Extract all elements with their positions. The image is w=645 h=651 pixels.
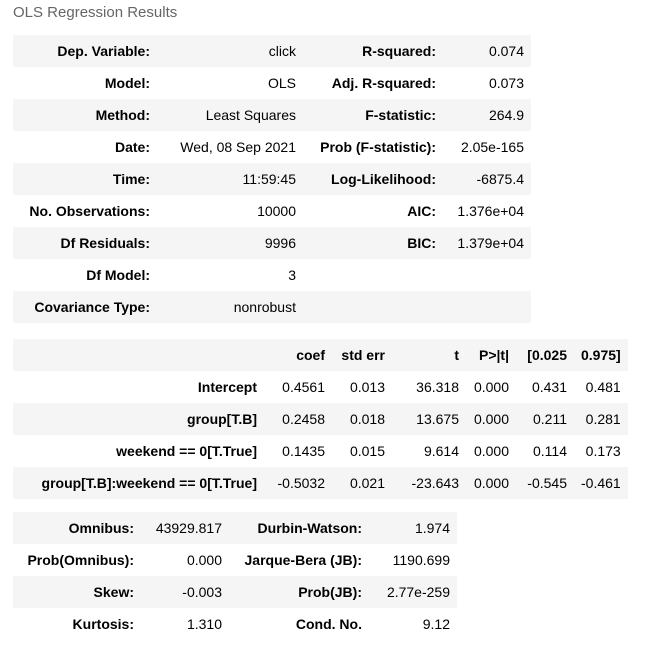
stat-label bbox=[303, 259, 443, 291]
stat-value: 3 bbox=[157, 259, 303, 291]
table-cell: 36.318 bbox=[392, 371, 466, 403]
column-header: coef bbox=[264, 339, 332, 371]
stat-label: Prob(Omnibus): bbox=[13, 544, 141, 576]
stat-label: Date: bbox=[13, 131, 157, 163]
table-row bbox=[13, 163, 531, 195]
table-row bbox=[13, 35, 531, 67]
stat-value: 1.376e+04 bbox=[443, 195, 531, 227]
stat-label: Prob (F-statistic): bbox=[303, 131, 443, 163]
table-cell: 0.000 bbox=[466, 403, 516, 435]
table-row bbox=[13, 576, 457, 608]
table-row bbox=[13, 544, 457, 576]
diagnostics-table bbox=[13, 512, 457, 640]
table-row bbox=[13, 291, 531, 323]
stat-label: No. Observations: bbox=[13, 195, 157, 227]
table-cell: 0.000 bbox=[466, 435, 516, 467]
stat-label: Prob(JB): bbox=[229, 576, 369, 608]
table-cell: 0.211 bbox=[516, 403, 574, 435]
stat-label: Kurtosis: bbox=[13, 608, 141, 640]
stat-label bbox=[303, 291, 443, 323]
stat-label: Model: bbox=[13, 67, 157, 99]
term-label: group[T.B] bbox=[13, 403, 264, 435]
stat-value: -0.003 bbox=[141, 576, 229, 608]
table-cell: -0.545 bbox=[516, 467, 574, 499]
table-cell: -0.5032 bbox=[264, 467, 332, 499]
table-row bbox=[13, 195, 531, 227]
stat-label: Cond. No. bbox=[229, 608, 369, 640]
stat-value: 1.974 bbox=[369, 512, 457, 544]
table-cell: -0.461 bbox=[574, 467, 628, 499]
table-cell: 13.675 bbox=[392, 403, 466, 435]
table-cell: 0.4561 bbox=[264, 371, 332, 403]
stat-label: R-squared: bbox=[303, 35, 443, 67]
stat-label: Adj. R-squared: bbox=[303, 67, 443, 99]
table-cell: 0.013 bbox=[332, 371, 392, 403]
stat-value: nonrobust bbox=[157, 291, 303, 323]
table-cell: 0.018 bbox=[332, 403, 392, 435]
column-header: P>|t| bbox=[466, 339, 516, 371]
stat-value: 1.379e+04 bbox=[443, 227, 531, 259]
table-row bbox=[13, 608, 457, 640]
stat-value bbox=[443, 291, 531, 323]
stat-value: 10000 bbox=[157, 195, 303, 227]
table-cell: 0.021 bbox=[332, 467, 392, 499]
stat-value: 9996 bbox=[157, 227, 303, 259]
table-caption: OLS Regression Results bbox=[13, 4, 178, 21]
stat-value: 1190.699 bbox=[369, 544, 457, 576]
column-header: [0.025 bbox=[516, 339, 574, 371]
table-cell: 0.173 bbox=[574, 435, 628, 467]
column-header bbox=[13, 339, 264, 371]
table-cell: 0.000 bbox=[466, 467, 516, 499]
stat-label: Log-Likelihood: bbox=[303, 163, 443, 195]
table-cell: 0.2458 bbox=[264, 403, 332, 435]
table-row bbox=[13, 512, 457, 544]
model-summary-table bbox=[13, 35, 531, 323]
table-row bbox=[13, 227, 531, 259]
stat-label: Dep. Variable: bbox=[13, 35, 157, 67]
stat-label: Durbin-Watson: bbox=[229, 512, 369, 544]
stat-value: OLS bbox=[157, 67, 303, 99]
term-label: group[T.B]:weekend == 0[T.True] bbox=[13, 467, 264, 499]
table-row bbox=[13, 67, 531, 99]
stat-label: Covariance Type: bbox=[13, 291, 157, 323]
stat-label: Omnibus: bbox=[13, 512, 141, 544]
stat-value bbox=[443, 259, 531, 291]
table-cell: 9.614 bbox=[392, 435, 466, 467]
table-cell: 0.481 bbox=[574, 371, 628, 403]
stat-value: click bbox=[157, 35, 303, 67]
table-row bbox=[13, 99, 531, 131]
term-label: weekend == 0[T.True] bbox=[13, 435, 264, 467]
stat-value: 1.310 bbox=[141, 608, 229, 640]
column-header: 0.975] bbox=[574, 339, 628, 371]
stat-label: Time: bbox=[13, 163, 157, 195]
table-header-row bbox=[13, 339, 628, 371]
term-label: Intercept bbox=[13, 371, 264, 403]
table-row bbox=[13, 259, 531, 291]
stat-value: 0.074 bbox=[443, 35, 531, 67]
table-row bbox=[13, 131, 531, 163]
stat-label: BIC: bbox=[303, 227, 443, 259]
stat-label: AIC: bbox=[303, 195, 443, 227]
stat-label: Method: bbox=[13, 99, 157, 131]
column-header: std err bbox=[332, 339, 392, 371]
stat-label: Df Model: bbox=[13, 259, 157, 291]
stat-value: 0.073 bbox=[443, 67, 531, 99]
stat-label: F-statistic: bbox=[303, 99, 443, 131]
table-row bbox=[13, 403, 628, 435]
table-cell: 0.431 bbox=[516, 371, 574, 403]
stat-value: 2.05e-165 bbox=[443, 131, 531, 163]
table-cell: -23.643 bbox=[392, 467, 466, 499]
table-cell: 0.281 bbox=[574, 403, 628, 435]
stat-value: 9.12 bbox=[369, 608, 457, 640]
table-cell: 0.1435 bbox=[264, 435, 332, 467]
stat-value: Wed, 08 Sep 2021 bbox=[157, 131, 303, 163]
table-cell: 0.015 bbox=[332, 435, 392, 467]
stat-label: Jarque-Bera (JB): bbox=[229, 544, 369, 576]
stat-label: Df Residuals: bbox=[13, 227, 157, 259]
column-header: t bbox=[392, 339, 466, 371]
table-cell: 0.000 bbox=[466, 371, 516, 403]
stat-value: 264.9 bbox=[443, 99, 531, 131]
stat-label: Skew: bbox=[13, 576, 141, 608]
stat-value: 11:59:45 bbox=[157, 163, 303, 195]
table-row bbox=[13, 435, 628, 467]
stat-value: 2.77e-259 bbox=[369, 576, 457, 608]
stat-value: 0.000 bbox=[141, 544, 229, 576]
stat-value: 43929.817 bbox=[141, 512, 229, 544]
table-row bbox=[13, 467, 628, 499]
stat-value: Least Squares bbox=[157, 99, 303, 131]
coefficients-table bbox=[13, 339, 628, 499]
table-cell: 0.114 bbox=[516, 435, 574, 467]
table-row bbox=[13, 371, 628, 403]
stat-value: -6875.4 bbox=[443, 163, 531, 195]
